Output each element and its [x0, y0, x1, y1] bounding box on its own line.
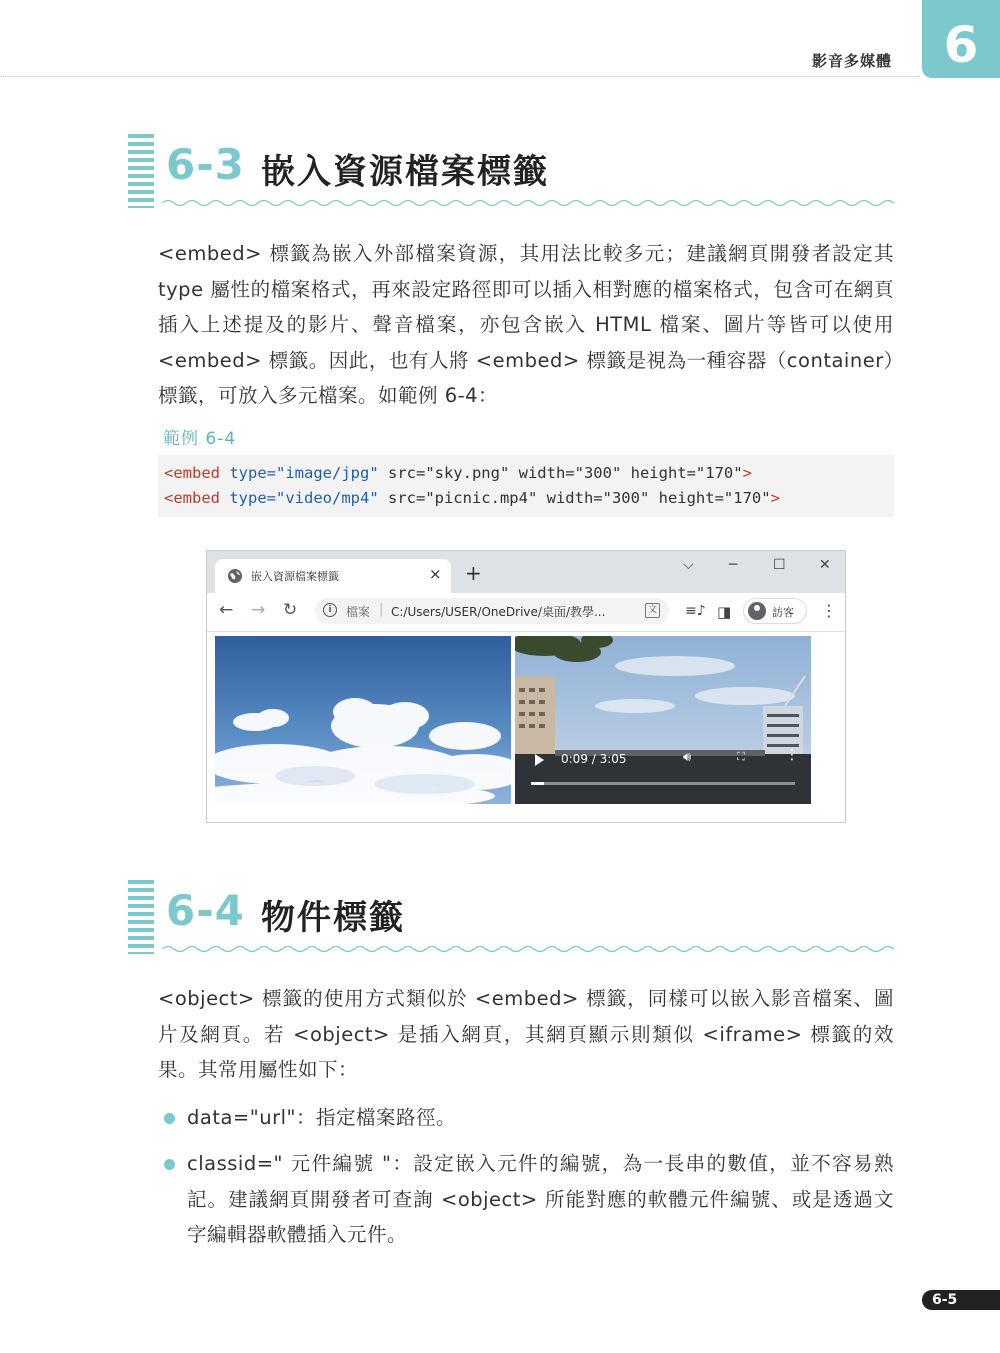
video-player[interactable]	[515, 636, 811, 804]
guest-label: 訪客	[772, 606, 794, 619]
browser-tab[interactable]	[215, 559, 451, 593]
play-icon[interactable]	[535, 754, 544, 766]
code-tag: <embed	[164, 464, 220, 482]
reload-icon[interactable]: ↻	[283, 600, 298, 620]
back-icon[interactable]: ←	[219, 600, 234, 620]
code-rest: src="sky.png" width="300" height="170"	[378, 464, 743, 482]
address-bar[interactable]	[315, 598, 669, 624]
url-text[interactable]: C:/Users/USER/OneDrive/桌面/教學...	[391, 605, 606, 619]
code-line	[164, 486, 894, 511]
header-divider	[0, 76, 920, 77]
profile-button[interactable]	[743, 598, 807, 624]
chapter-tab: 6	[922, 0, 1000, 78]
window-close-icon[interactable]: ✕	[819, 557, 831, 573]
section-title: 物件標籤	[261, 898, 405, 938]
example-label: 範例 6-4	[163, 429, 237, 449]
more-icon[interactable]: ⋮	[821, 601, 837, 620]
section-number: 6-4	[166, 886, 245, 935]
code-attr: type="video/mp4"	[229, 489, 379, 507]
running-header-title: 影音多媒體	[812, 52, 893, 70]
code-tag: <embed	[164, 489, 220, 507]
bullet-dot	[164, 1159, 175, 1170]
close-icon[interactable]: ×	[429, 565, 442, 583]
section-heading-6-4	[128, 880, 894, 960]
bullet-dot	[164, 1113, 175, 1124]
volume-icon[interactable]: 🔊︎	[683, 750, 692, 765]
code-rest: src="picnic.mp4" width="300" height="170"	[378, 489, 771, 507]
fullscreen-icon[interactable]: ⛶	[737, 750, 745, 763]
code-line	[164, 461, 894, 486]
bullet-text: data="url"：指定檔案路徑。	[187, 1106, 456, 1129]
heading-stripes	[128, 134, 154, 208]
paragraph-embed-intro: <embed> 標籤為嵌入外部檔案資源，其用法比較多元；建議網頁開發者設定其 type 屬性的檔案格式，再來設定路徑即可以插入相對應的檔案格式，包含可在網頁插入上述提及的影片、聲音檔案，亦包含嵌入 HTML 檔案、圖片等皆可以使用 <embed> 標籤。因此，也有人將 <embed> 標籤是視為一種容器（container）標籤，可放入多元檔案。如範例 6-4：	[158, 242, 894, 407]
address-separator: |	[379, 602, 384, 617]
avatar-icon	[748, 602, 766, 620]
globe-icon	[227, 568, 243, 584]
info-icon[interactable]: i	[323, 603, 337, 617]
code-tag-close: >	[770, 489, 780, 507]
video-more-icon[interactable]: ⋮	[785, 747, 799, 763]
wave-divider	[162, 198, 894, 208]
heading-stripes	[128, 880, 154, 954]
forward-icon[interactable]: →	[251, 600, 266, 620]
bullet-text: classid=" 元件編號 "：設定嵌入元件的編號，為一長串的數值，並不容易熟記。建議網頁開發者可查詢 <object> 所能對應的軟體元件編號、或是透過文字編輯器軟體插入元件。	[187, 1152, 894, 1246]
page-number: 6-5	[922, 1290, 1000, 1310]
browser-window	[206, 550, 846, 823]
scheme-label: 檔案	[346, 605, 371, 619]
paragraph-object-intro: <object> 標籤的使用方式類似於 <embed> 標籤，同樣可以嵌入影音檔案、圖片及網頁。若 <object> 是插入網頁，其網頁顯示則類似 <iframe> 標籤的效果。其常用屬性如下：	[158, 987, 894, 1081]
new-tab-button[interactable]: +	[465, 561, 482, 585]
code-attr: type="image/jpg"	[229, 464, 379, 482]
video-time: 0:09 / 3:05	[561, 752, 627, 766]
code-tag-close: >	[742, 464, 752, 482]
page-content	[207, 632, 845, 823]
video-progress-fill	[531, 782, 544, 785]
code-block	[158, 455, 894, 517]
tab-title: 嵌入資源檔案標籤	[251, 570, 339, 583]
section-heading-6-3	[128, 134, 894, 214]
browser-toolbar	[207, 593, 845, 632]
video-progress-bar[interactable]	[531, 782, 795, 785]
section-number: 6-3	[166, 140, 245, 189]
sky-image	[215, 636, 511, 804]
chevron-down-icon[interactable]: ⌵	[683, 557, 694, 573]
minimize-icon[interactable]: ─	[729, 557, 738, 573]
video-frame	[515, 636, 811, 804]
maximize-icon[interactable]: ☐	[773, 557, 786, 573]
playlist-icon[interactable]: ≡♪	[685, 603, 706, 619]
wave-divider	[162, 944, 894, 954]
translate-icon[interactable]: 文	[645, 603, 660, 618]
section-title: 嵌入資源檔案標籤	[261, 152, 549, 192]
sidepanel-icon[interactable]: ◨	[717, 603, 732, 621]
tab-strip	[207, 551, 845, 593]
